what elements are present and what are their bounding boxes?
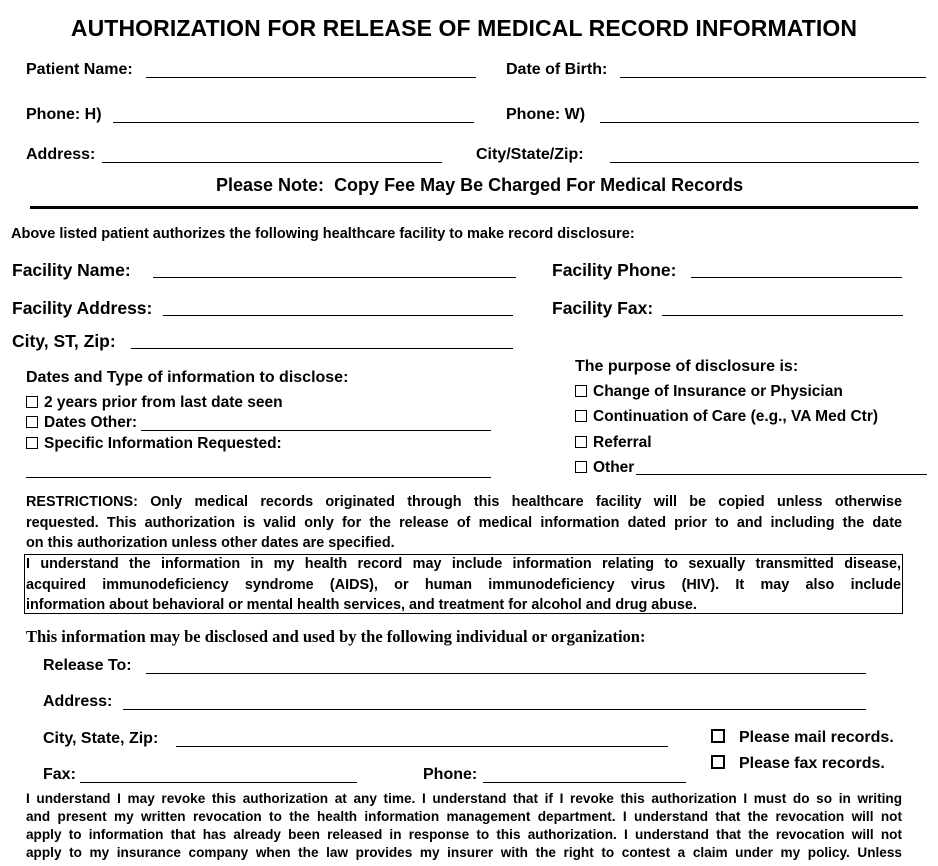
section-divider [30,206,918,209]
recipient-fax-label: Fax: [43,766,76,783]
mail-records-option[interactable] [711,728,894,747]
checkbox-icon[interactable] [575,436,587,448]
recipient-city-field[interactable] [176,746,668,747]
revocation-line: apply to my insurance company when the law provides my insurer with the right to contest a claim under my policy. Unless [26,845,902,860]
restrictions-line: RESTRICTIONS: Only medical records originated through this healthcare facility will be copied unless otherwise [26,494,902,510]
purpose-option-other[interactable] [575,459,634,477]
city-state-zip-label: City/State/Zip: [476,146,584,163]
fax-records-option[interactable] [711,754,885,773]
restrictions-paragraph [26,492,902,554]
facility-phone-field[interactable] [691,277,902,278]
note-prefix: Please Note: [216,175,325,195]
hiv-notice-line: I understand the information in my health record may include information relating to sexually transmitted disease, [26,556,901,572]
hiv-notice-paragraph [26,554,901,616]
facility-address-label: Facility Address: [12,298,153,318]
facility-fax-label: Facility Fax: [552,298,654,318]
option-label: Dates Other: [44,414,138,431]
checkbox-icon[interactable] [711,755,725,769]
phone-work-label: Phone: W) [506,106,586,123]
option-label: Change of Insurance or Physician [593,383,843,400]
dates-other-field[interactable] [141,430,491,431]
revocation-line: and present my written revocation to the health information management department. I understand that the revocation will not [26,809,902,824]
recipient-fax-field[interactable] [80,782,357,783]
purpose-option-insurance[interactable] [575,383,843,401]
form-title: AUTHORIZATION FOR RELEASE OF MEDICAL RECORD INFORMATION [70,15,858,41]
recipient-city-label: City, State, Zip: [43,730,159,747]
checkbox-icon[interactable] [575,410,587,422]
facility-name-label: Facility Name: [12,260,131,280]
option-label: Please mail records. [739,729,894,746]
recipient-phone-field[interactable] [483,782,686,783]
address-label: Address: [26,146,96,163]
checkbox-icon[interactable] [26,396,38,408]
facility-city-label: City, ST, Zip: [12,331,116,351]
checkbox-icon[interactable] [26,437,38,449]
address-field[interactable] [102,162,442,163]
recipient-address-label: Address: [43,693,113,710]
option-label: Please fax records. [739,755,885,772]
purpose-other-field[interactable] [636,474,927,475]
dates-option-other[interactable] [26,414,137,432]
purpose-option-continuation[interactable] [575,408,878,426]
facility-city-field[interactable] [131,348,513,349]
authorizes-text: Above listed patient authorizes the following healthcare facility to make record disclosure: [11,226,635,242]
facility-address-field[interactable] [163,315,513,316]
restrictions-line: requested. This authorization is valid only for the release of medical information dated prior to and including the date [26,514,902,531]
specific-info-field[interactable] [26,477,491,478]
city-state-zip-field[interactable] [610,162,919,163]
phone-home-label: Phone: H) [26,106,102,123]
option-label: Specific Information Requested: [44,435,282,452]
recipient-intro: This information may be disclosed and used by the following individual or organization: [26,627,646,646]
phone-work-field[interactable] [600,122,919,123]
patient-name-field[interactable] [146,77,476,78]
phone-home-field[interactable] [113,122,474,123]
checkbox-icon[interactable] [26,416,38,428]
revocation-line: apply to information that has already been released in response to this authorization. I understand that the revocation will not [26,827,902,842]
purpose-option-referral[interactable] [575,434,652,452]
hiv-notice-line: acquired immunodeficiency syndrome (AIDS), or human immunodeficiency virus (HIV). It may also include [26,576,901,593]
recipient-address-field[interactable] [123,709,866,710]
note-text: Copy Fee May Be Charged For Medical Records [334,175,744,195]
facility-phone-label: Facility Phone: [552,260,677,280]
dates-option-specific[interactable] [26,435,282,453]
checkbox-icon[interactable] [575,461,587,473]
dates-type-heading: Dates and Type of information to disclose: [26,369,349,386]
checkbox-icon[interactable] [711,729,725,743]
release-to-label: Release To: [43,657,132,674]
recipient-phone-label: Phone: [423,766,478,783]
copy-fee-note [216,175,743,196]
dates-option-two-years[interactable] [26,394,283,412]
revocation-line: I understand I may revoke this authorization at any time. I understand that if I revoke this authorization I must do so in writing [26,791,902,806]
dob-field[interactable] [620,77,926,78]
checkbox-icon[interactable] [575,385,587,397]
restrictions-line: on this authorization unless other dates are specified. [26,535,395,551]
revocation-paragraph [26,790,902,862]
patient-name-label: Patient Name: [26,61,133,78]
option-label: Referral [593,434,652,451]
option-label: Continuation of Care (e.g., VA Med Ctr) [593,408,879,425]
facility-fax-field[interactable] [662,315,903,316]
option-label: Other [593,459,635,476]
purpose-heading: The purpose of disclosure is: [575,358,799,375]
facility-name-field[interactable] [153,277,516,278]
dob-label: Date of Birth: [506,61,608,78]
release-to-field[interactable] [146,673,866,674]
option-label: 2 years prior from last date seen [44,394,283,411]
hiv-notice-line: information about behavioral or mental health services, and treatment for alcohol and drug abuse. [26,597,697,613]
